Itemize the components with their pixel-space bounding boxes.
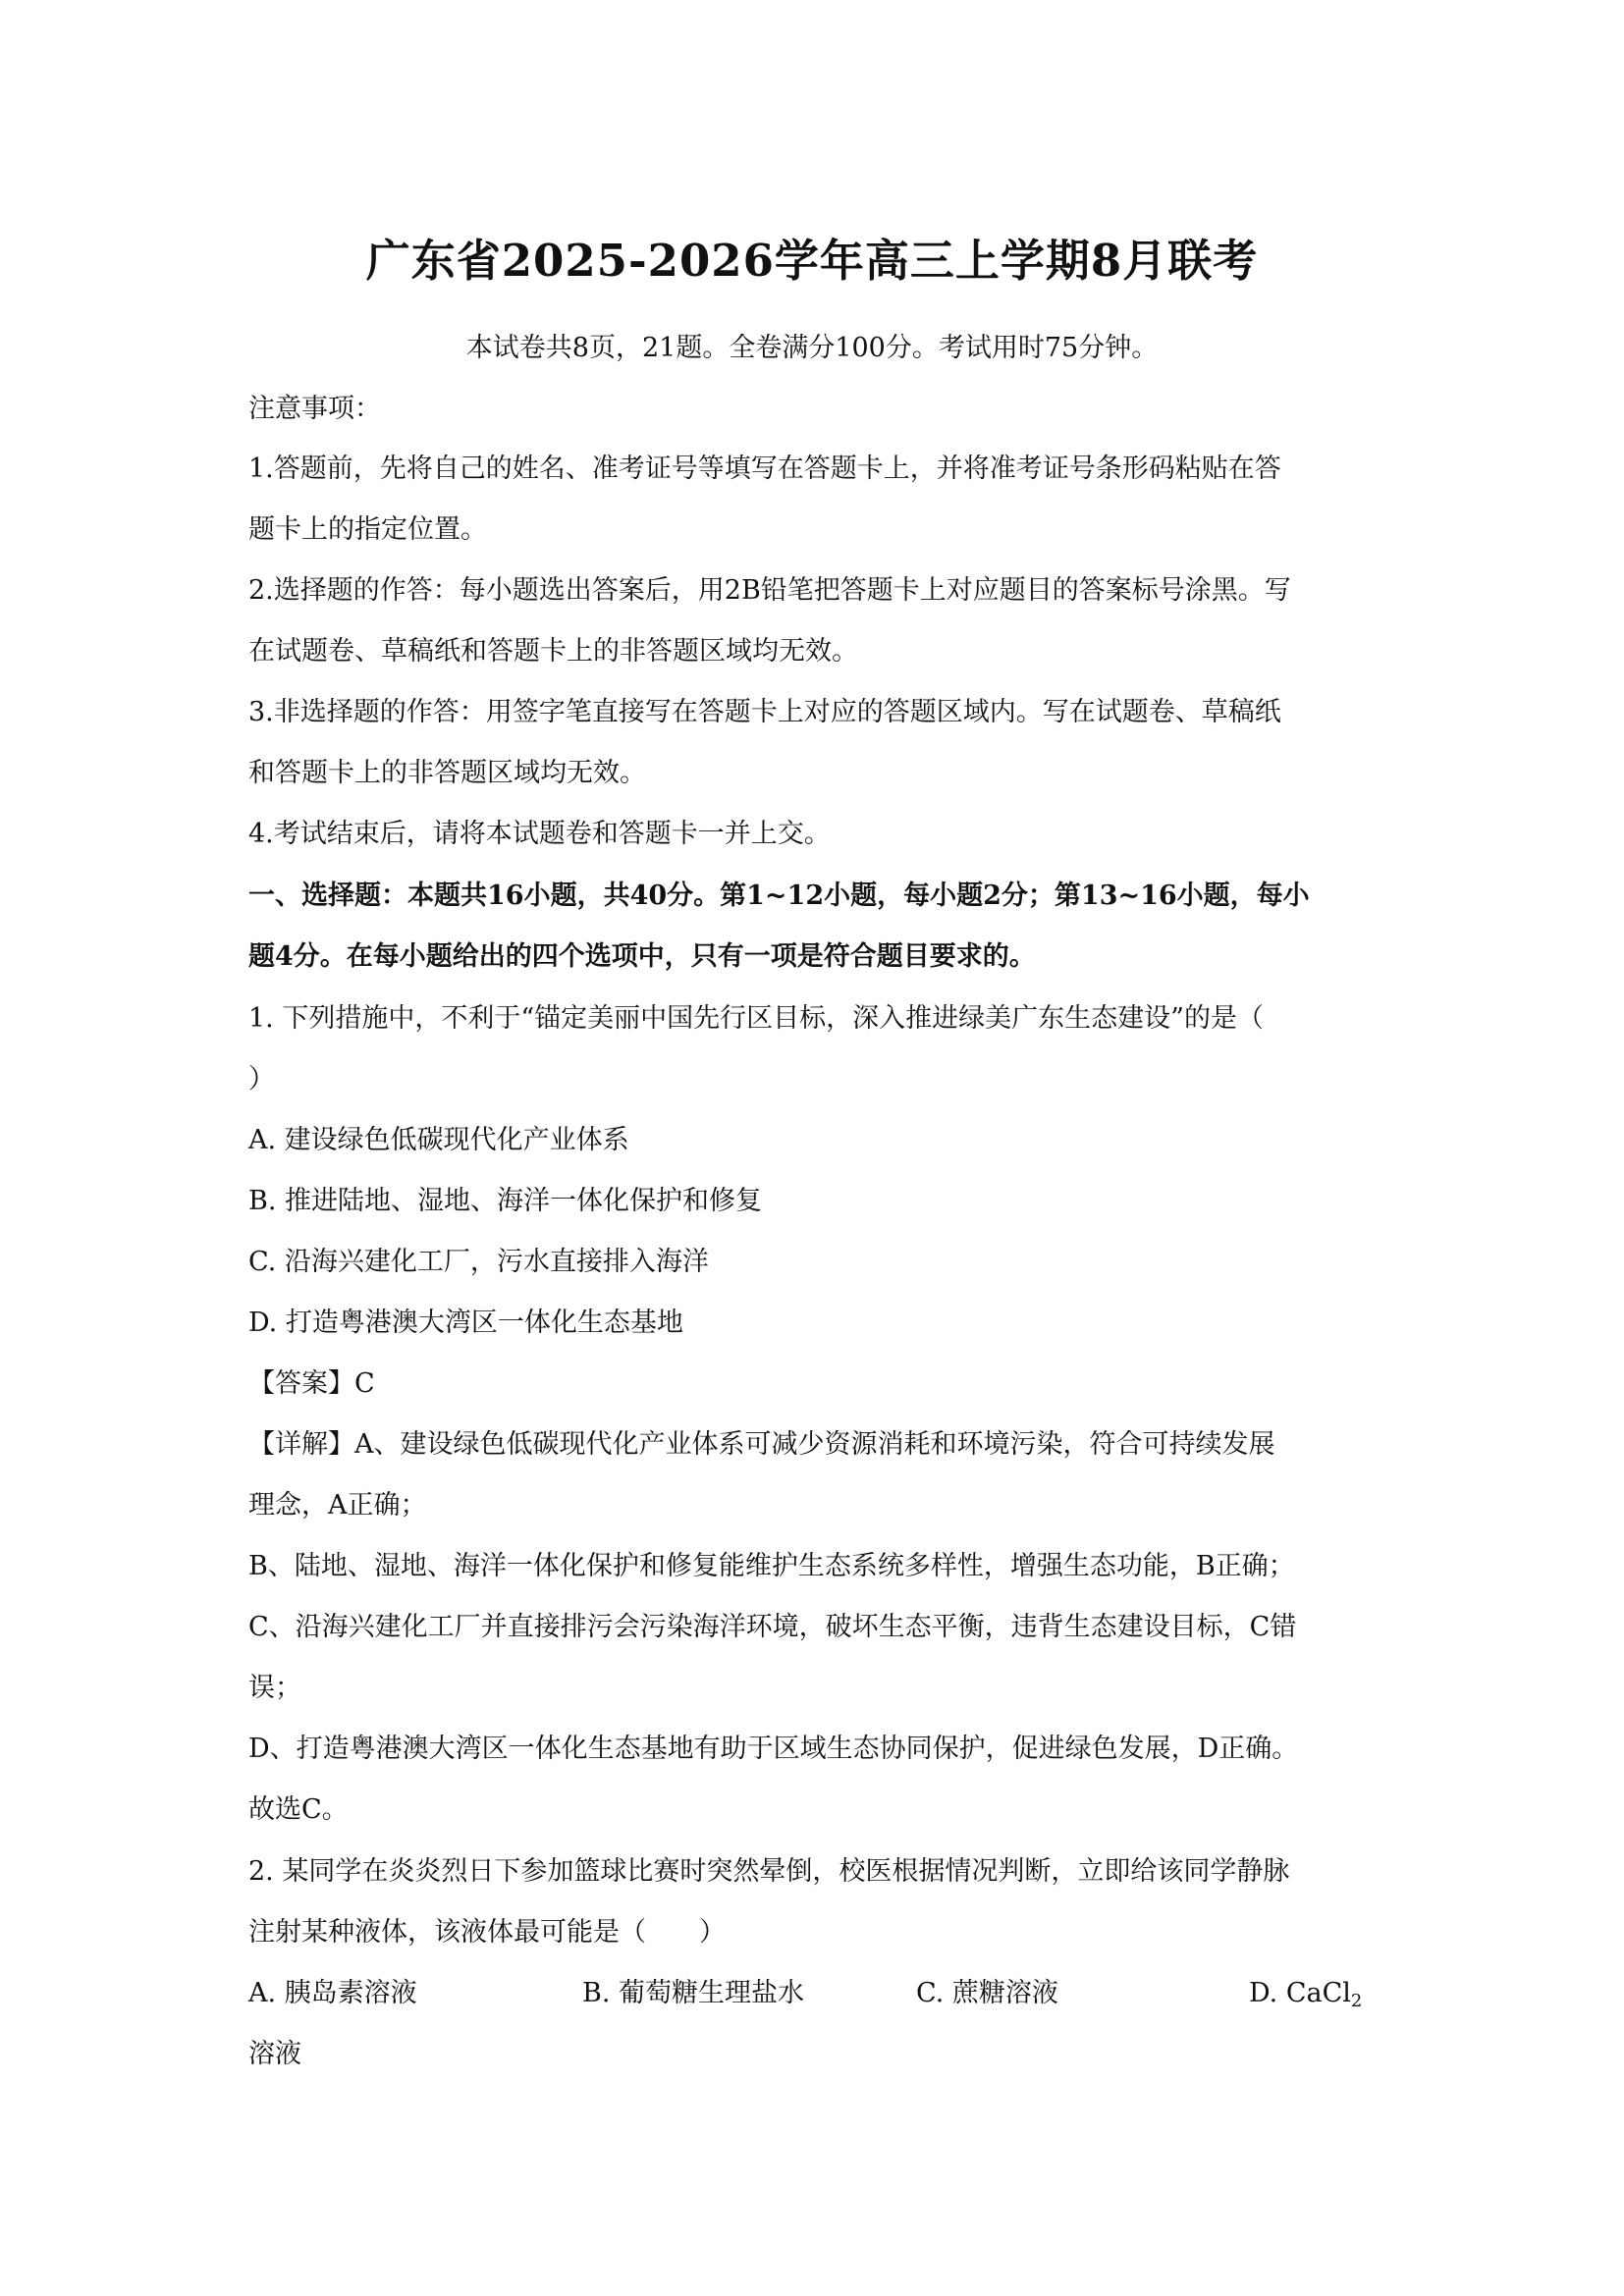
question-2-option-d-continued: 溶液 [248, 2039, 301, 2069]
notice-line: 4.考试结束后，请将本试题卷和答题卡一并上交。 [248, 819, 831, 849]
question-1-option-b: B. 推进陆地、湿地、海洋一体化保护和修复 [248, 1186, 763, 1216]
notice-line: 题卡上的指定位置。 [248, 514, 487, 545]
question-2-stem: 2. 某同学在炎炎烈日下参加篮球比赛时突然晕倒，校医根据情况判断，立即给该同学静脉 [248, 1856, 1290, 1887]
option-d-formula: D. CaCl [1249, 1978, 1351, 2008]
question-1-explanation: D、打造粤港澳大湾区一体化生态基地有助于区域生态协同保护，促进绿色发展，D正确。 [248, 1734, 1299, 1764]
notice-line: 在试题卷、草稿纸和答题卡上的非答题区域均无效。 [248, 636, 858, 667]
question-1-option-c: C. 沿海兴建化工厂，污水直接排入海洋 [248, 1247, 709, 1277]
section-heading: 一、选择题：本题共16小题，共40分。第1~12小题，每小题2分；第13~16小题，每小 [248, 881, 1310, 911]
notice-line: 3.非选择题的作答：用签字笔直接写在答题卡上对应的答题区域内。写在试题卷、草稿纸 [248, 697, 1281, 727]
question-2-stem: 注射某种液体，该液体最可能是（ ） [248, 1917, 726, 1948]
question-1-stem: 1. 下列措施中，不利于“锚定美丽中国先行区目标，深入推进绿美广东生态建设”的是（ [248, 1003, 1264, 1034]
notice-heading: 注意事项： [248, 394, 381, 424]
question-1-stem: ） [248, 1064, 275, 1095]
question-1-explanation: 理念，A正确； [248, 1490, 427, 1521]
question-1-explanation: 误； [248, 1673, 301, 1703]
question-1-option-a: A. 建设绿色低碳现代化产业体系 [248, 1125, 629, 1155]
notice-line: 1.答题前，先将自己的姓名、准考证号等填写在答题卡上，并将准考证号条形码粘贴在答 [248, 454, 1281, 484]
question-2-option-b: B. 葡萄糖生理盐水 [582, 1978, 805, 2008]
question-2-option-d [1249, 1974, 1362, 2021]
page-title: 广东省2025-2026学年高三上学期8月联考 [365, 235, 1259, 287]
question-2-option-a: A. 胰岛素溶液 [248, 1978, 417, 2008]
exam-info: 本试卷共8页，21题。全卷满分100分。考试用时75分钟。 [465, 333, 1159, 363]
question-1-explanation: 【详解】A、建设绿色低碳现代化产业体系可减少资源消耗和环境污染，符合可持续发展 [248, 1429, 1275, 1460]
question-1-explanation: 故选C。 [248, 1794, 349, 1825]
notice-line: 和答题卡上的非答题区域均无效。 [248, 758, 646, 788]
question-1-answer: 【答案】C [248, 1368, 375, 1399]
option-d-subscript: 2 [1350, 1991, 1363, 2011]
notice-line: 2.选择题的作答：每小题选出答案后，用2B铅笔把答题卡上对应题目的答案标号涂黑。写 [248, 575, 1291, 606]
section-heading: 题4分。在每小题给出的四个选项中，只有一项是符合题目要求的。 [248, 941, 1036, 972]
question-2-option-c: C. 蔗糖溶液 [916, 1978, 1058, 2008]
question-2-options [248, 1974, 1363, 2013]
question-1-explanation: B、陆地、湿地、海洋一体化保护和修复能维护生态系统多样性，增强生态功能，B正确； [248, 1551, 1295, 1581]
question-1-option-d: D. 打造粤港澳大湾区一体化生态基地 [248, 1308, 683, 1338]
question-1-explanation: C、沿海兴建化工厂并直接排污会污染海洋环境，破坏生态平衡，违背生态建设目标，C错 [248, 1612, 1297, 1642]
